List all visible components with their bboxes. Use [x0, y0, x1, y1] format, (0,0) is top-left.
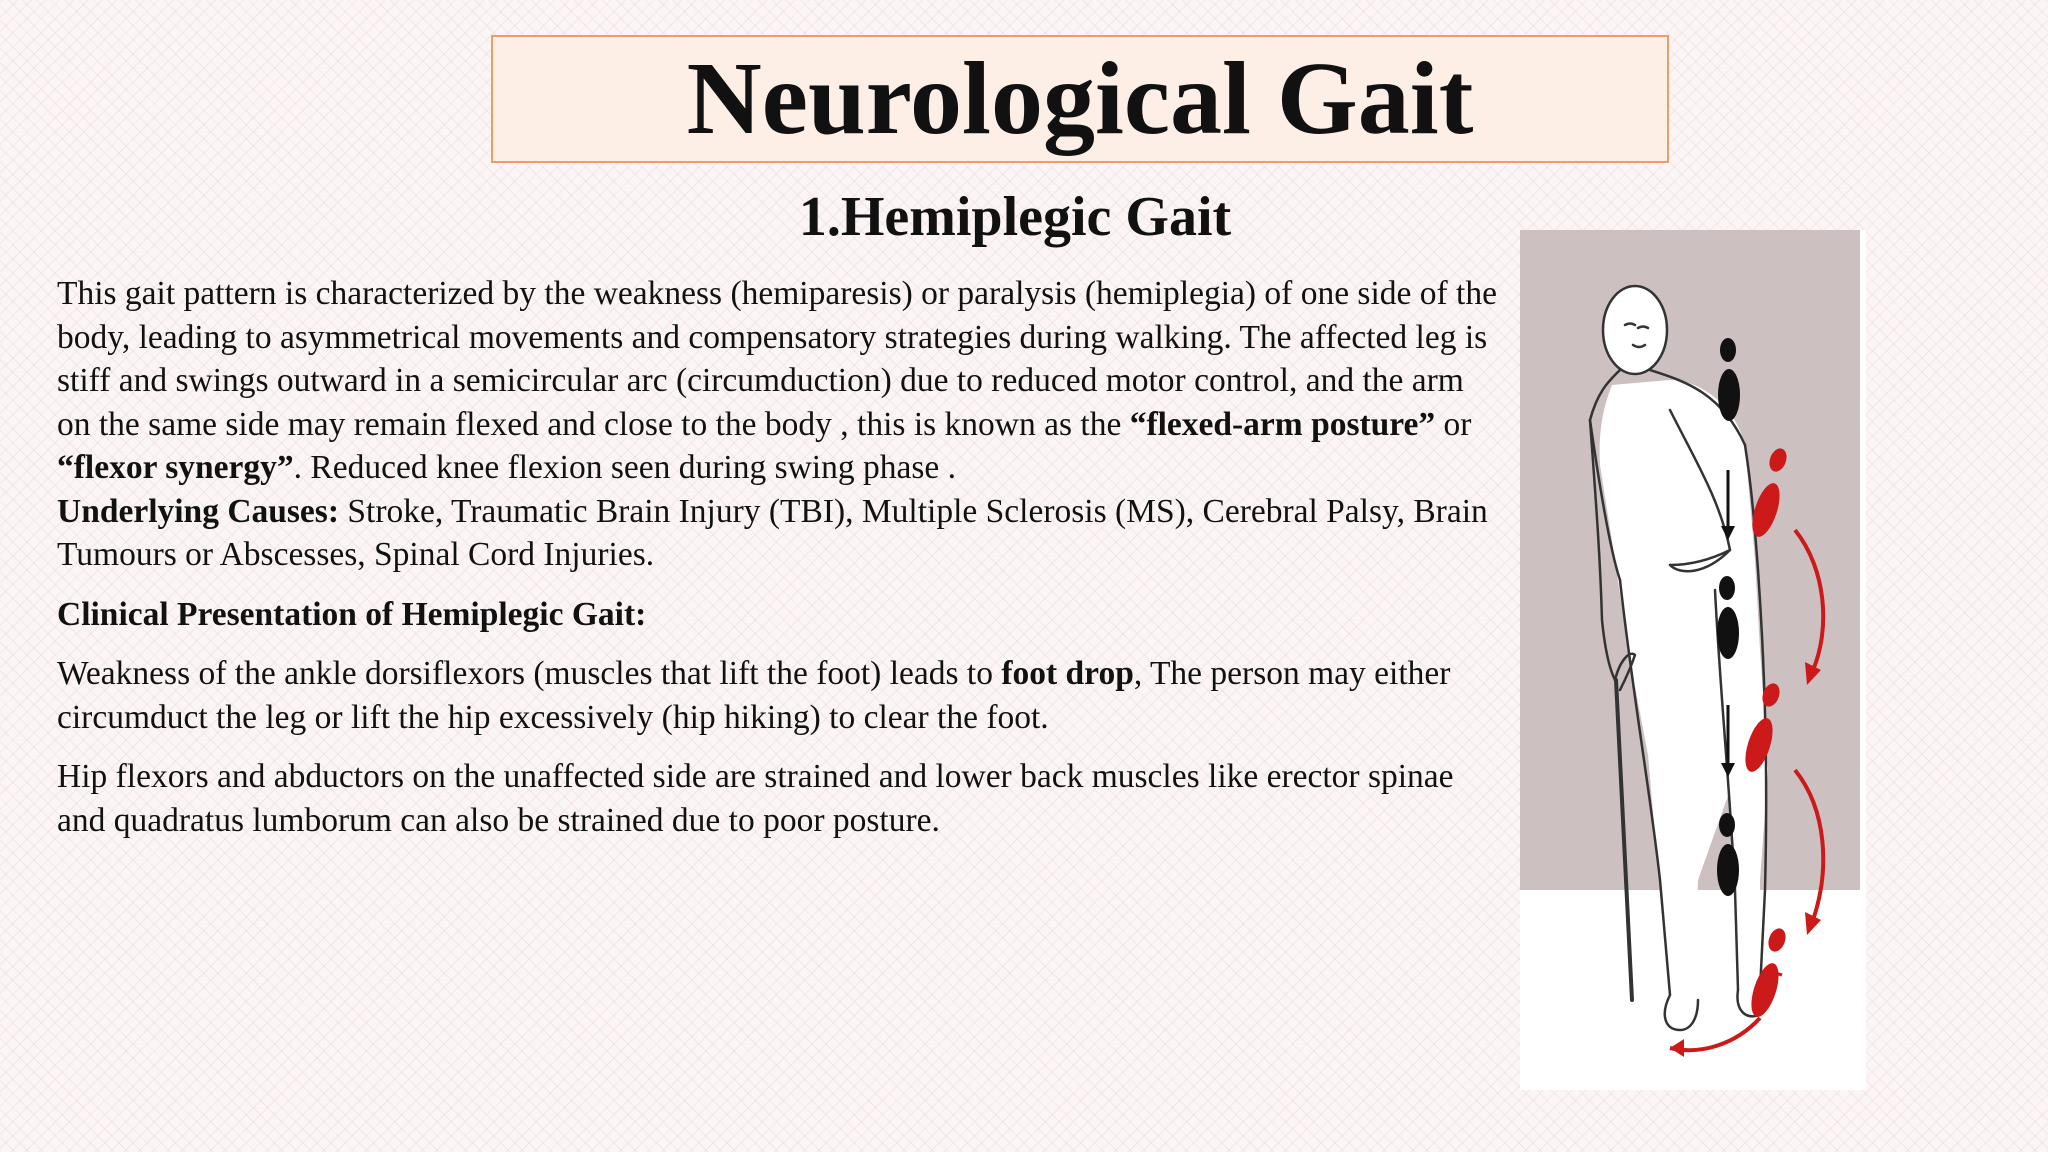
intro-paragraph — [57, 272, 1497, 490]
black-toe-2 — [1719, 576, 1735, 600]
strain-paragraph: Hip flexors and abductors on the unaffected side are strained and lower back muscles like erector spinae and quadratus lumborum can also be strained due to poor posture. — [57, 758, 1454, 839]
black-toe-1 — [1720, 338, 1736, 362]
content-body — [57, 272, 1497, 842]
causes-text: Stroke, Traumatic Brain Injury (TBI), Multiple Sclerosis (MS), Cerebral Palsy, Brain Tumours or Abscesses, Spinal Cord Injuries. — [57, 492, 1488, 573]
intro-text-2: or — [1435, 405, 1472, 443]
foot-drop-paragraph — [57, 652, 1497, 739]
hemiplegic-gait-illustration — [1520, 230, 1866, 1090]
section-subtitle: 1.Hemiplegic Gait — [798, 186, 1232, 248]
point1-text-1: Weakness of the ankle dorsiflexors (muscles that lift the foot) leads to — [57, 655, 1002, 692]
foot-drop-term: foot drop — [1001, 655, 1134, 692]
flexor-synergy-term: “flexor synergy” — [57, 449, 294, 486]
causes-paragraph — [57, 490, 1497, 577]
flexed-arm-term: “flexed-arm posture” — [1129, 405, 1436, 443]
intro-text-3: . Reduced knee flexion seen during swing phase . — [293, 449, 957, 486]
black-heel-3 — [1717, 844, 1739, 896]
black-toe-3 — [1719, 813, 1735, 837]
head — [1603, 286, 1667, 374]
black-heel-2 — [1717, 607, 1739, 659]
clinical-heading: Clinical Presentation of Hemiplegic Gait: — [57, 595, 647, 633]
causes-label: Underlying Causes: — [57, 492, 339, 530]
page-title: Neurological Gait — [686, 41, 1474, 156]
black-heel-1 — [1718, 369, 1740, 421]
intro-text-1: This gait pattern is characterized by the weakness (hemiparesis) or paralysis (hemiplegia) of one side of the body, leading to asymmetrical movements and compensatory strategies during walking. The affected leg is stiff and swings outward in a semicircular arc (circumduction) due to reduced motor control, and the arm on the same side may remain flexed and close to the body , this is known as the — [57, 275, 1497, 443]
point1-text-2: , The person may either circumduct the leg or lift the hip excessively (hip hiking) to clear the foot. — [57, 655, 1451, 736]
title-box — [491, 35, 1669, 163]
